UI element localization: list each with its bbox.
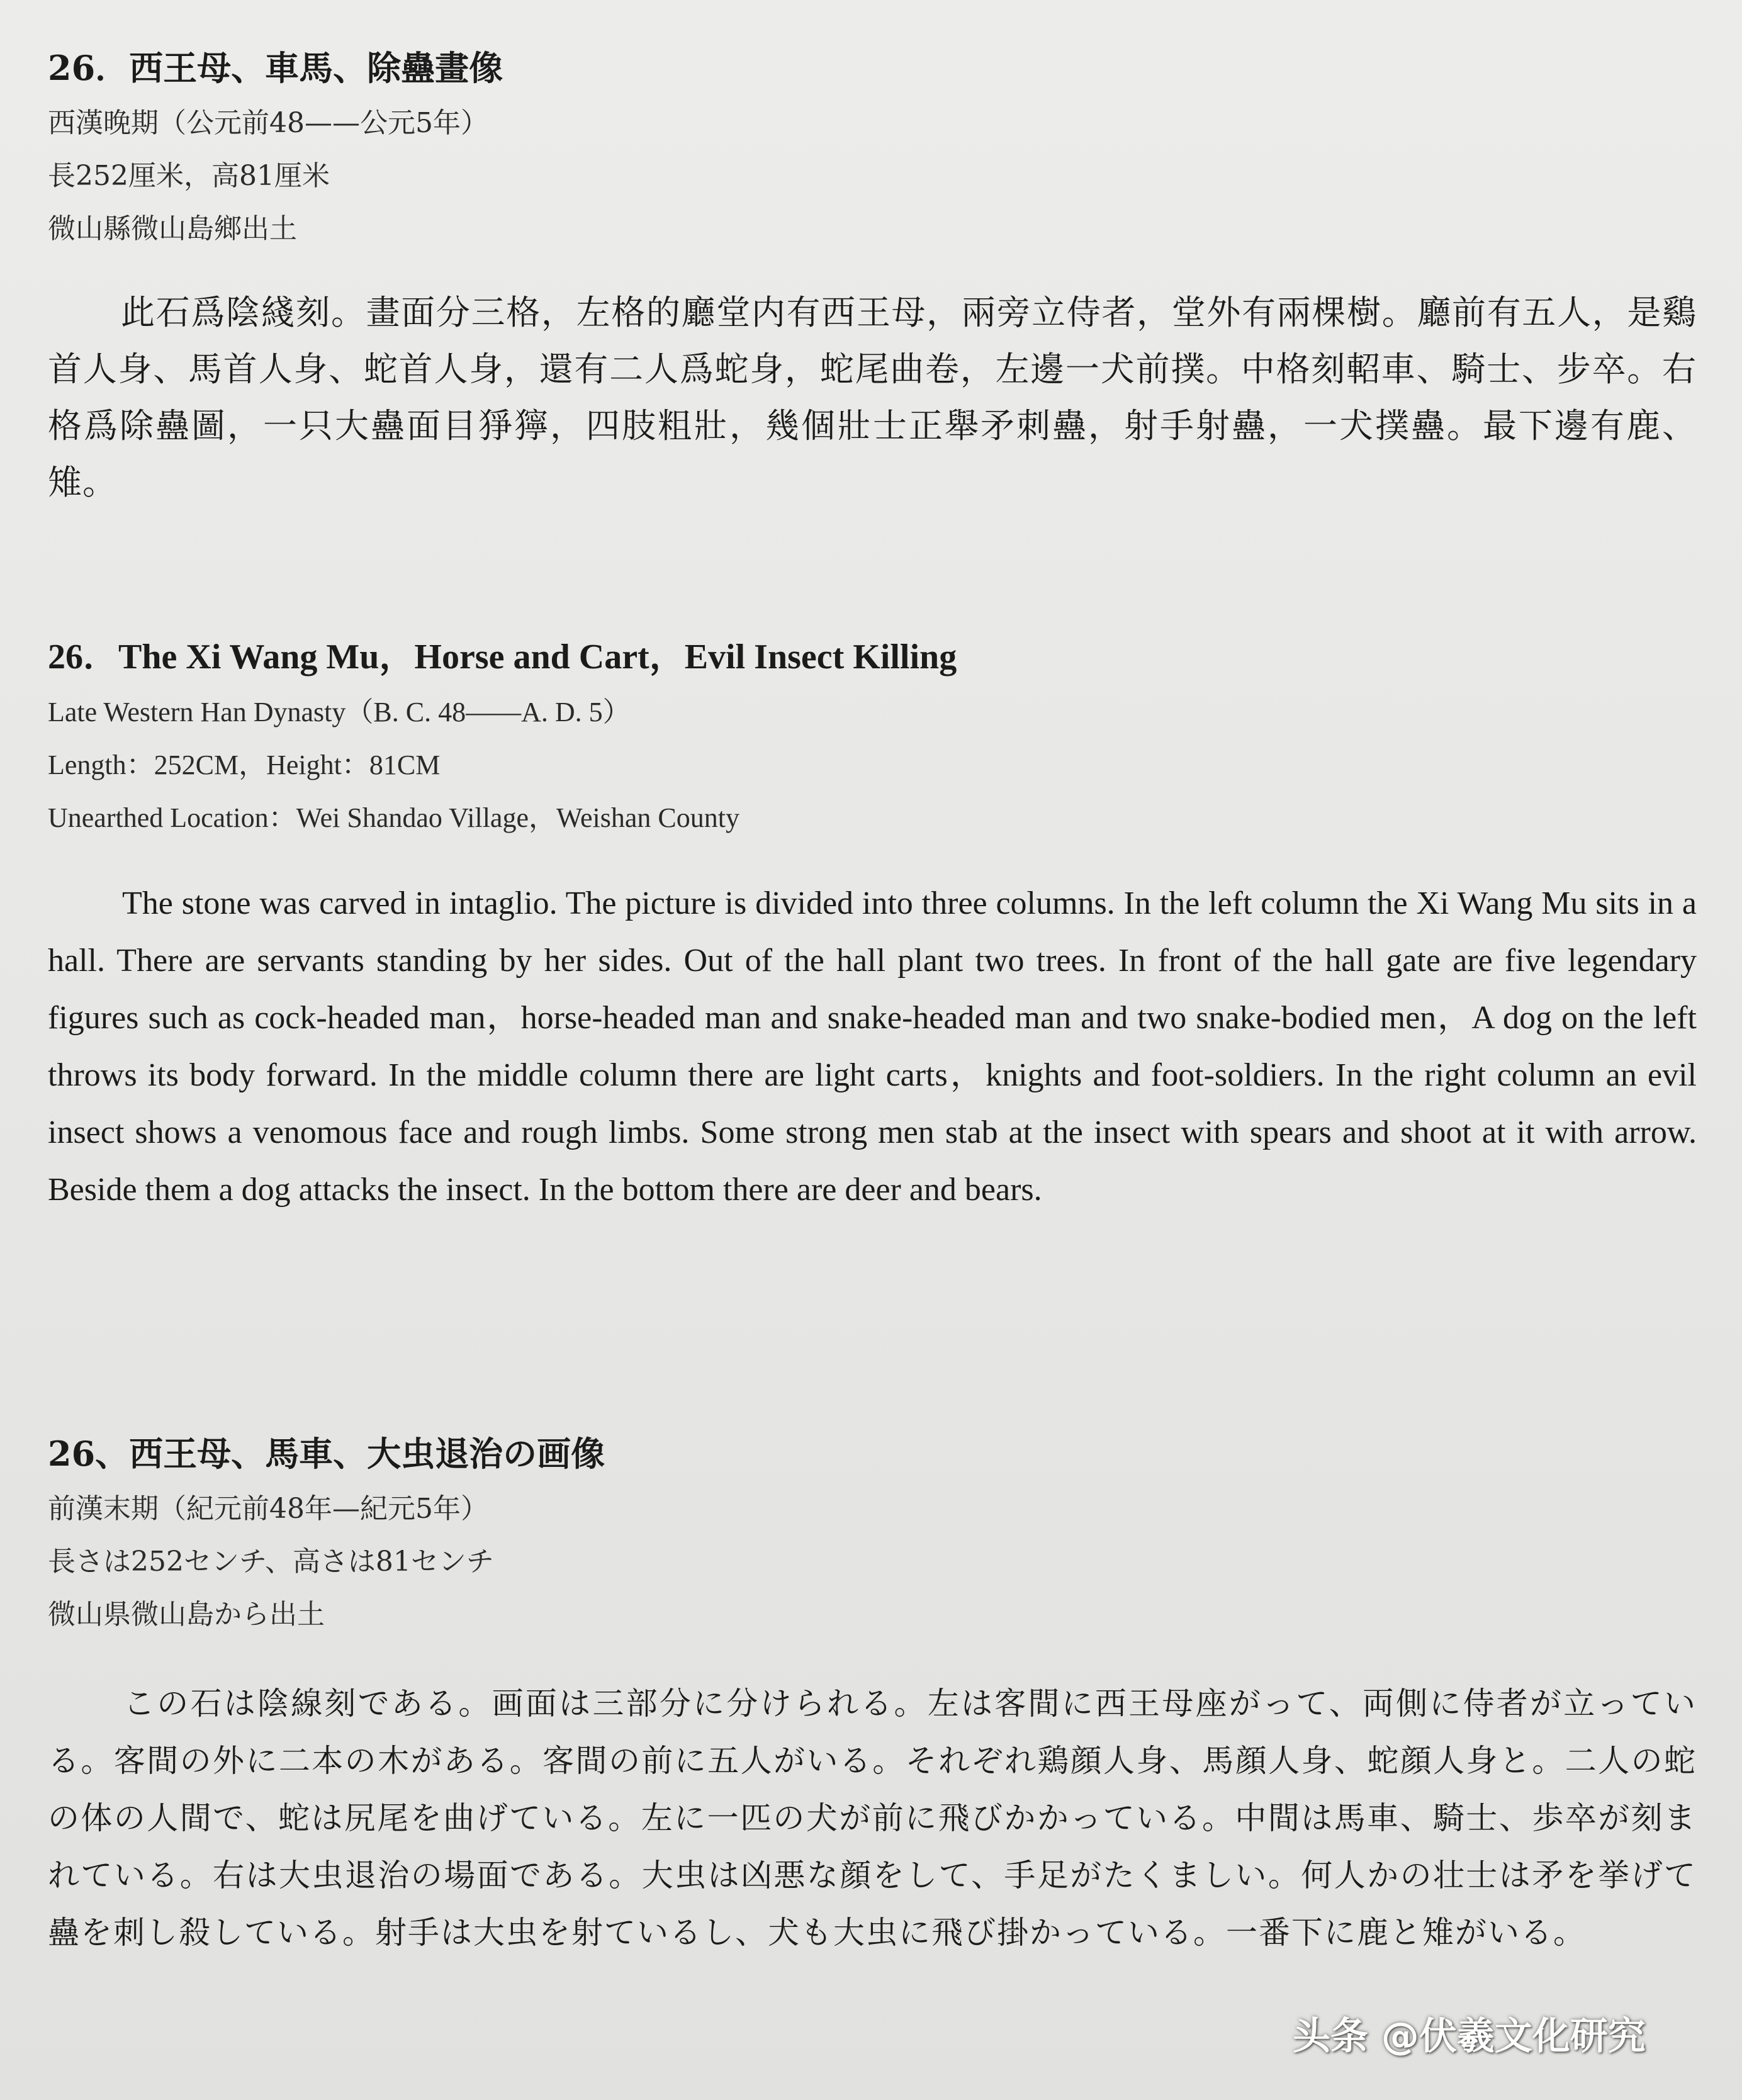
english-entry-description: The stone was carved in intaglio. The picture is divided into three columns. In the left column the Xi Wang Mu sits in a hall. There are servants standing by her sides. Out of the hall plant two trees. In front of the hall gate are five legendary figures such as cock-headed man，horse-headed man and snake-headed man and two snake-bodied men，A dog on the left throws its body forward. In the middle column there are light carts，knights and foot-soldiers. In the right column an evil insect shows a venomous face and rough limbs. Some strong men stab at the insect with spears and shoot at it with arrow. Beside them a dog attacks the insect. In the bottom there are deer and bears. [48, 885, 1697, 1208]
japanese-entry-period: 前漢末期（紀元前48年—紀元5年） [48, 1493, 488, 1525]
japanese-entry [48, 1427, 1697, 1962]
chinese-entry-origin: 微山縣微山島鄉出土 [48, 213, 297, 245]
japanese-entry-size: 長さは252センチ、高さは81センチ [48, 1546, 494, 1578]
japanese-entry-origin: 微山県微山島から出土 [48, 1598, 325, 1631]
chinese-entry-title: 26．西王母、車馬、除蠱畫像 [48, 48, 503, 88]
english-entry-title: 26．The Xi Wang Mu，Horse and Cart，Evil Insect Killing [48, 637, 957, 677]
english-entry-origin: Unearthed Location：Wei Shandao Village，Weishan County [48, 802, 739, 833]
english-entry-period: Late Western Han Dynasty（B. C. 48——A. D. 5） [48, 697, 631, 727]
japanese-entry-title: 26、西王母、馬車、大虫退治の画像 [48, 1434, 605, 1474]
chinese-entry-period: 西漢晚期（公元前48——公元5年） [48, 107, 488, 139]
chinese-entry-description: 此石爲陰綫刻。畫面分三格，左格的廳堂内有西王母，兩旁立侍者，堂外有兩棵樹。廳前有五人，是鷄首人身、馬首人身、蛇首人身，還有二人爲蛇身，蛇尾曲卷，左邊一犬前撲。中格刻軺車、騎士、步卒。右格爲除蠱圖，一只大蠱面目猙獰，四肢粗壯，幾個壯士正舉矛刺蠱，射手射蠱，一犬撲蠱。最下邊有鹿、雉。 [48, 293, 1697, 502]
japanese-entry-description: この石は陰線刻である。画面は三部分に分けられる。左は客間に西王母座がって、両側に侍者が立っている。客間の外に二本の木がある。客間の前に五人がいる。それぞれ鶏顔人身、馬顔人身、蛇顔人身と。二人の蛇の体の人間で、蛇は尻尾を曲げている。左に一匹の犬が前に飛びかかっている。中間は馬車、騎士、歩卒が刻まれている。右は大虫退治の場面である。大虫は凶悪な顔をして、手足がたくましい。何人かの壮士は矛を挙げて蠱を刺し殺している。射手は大虫を射ているし、犬も大虫に飛び掛かっている。一番下に鹿と雉がいる。 [48, 1685, 1697, 1951]
english-entry [48, 631, 1697, 1218]
watermark-credit: 头条 @伏羲文化研究 [1293, 2014, 1646, 2058]
english-entry-size: Length：252CM，Height：81CM [48, 750, 441, 780]
chinese-entry-size: 長252厘米，高81厘米 [48, 160, 330, 192]
chinese-entry [48, 42, 1697, 511]
